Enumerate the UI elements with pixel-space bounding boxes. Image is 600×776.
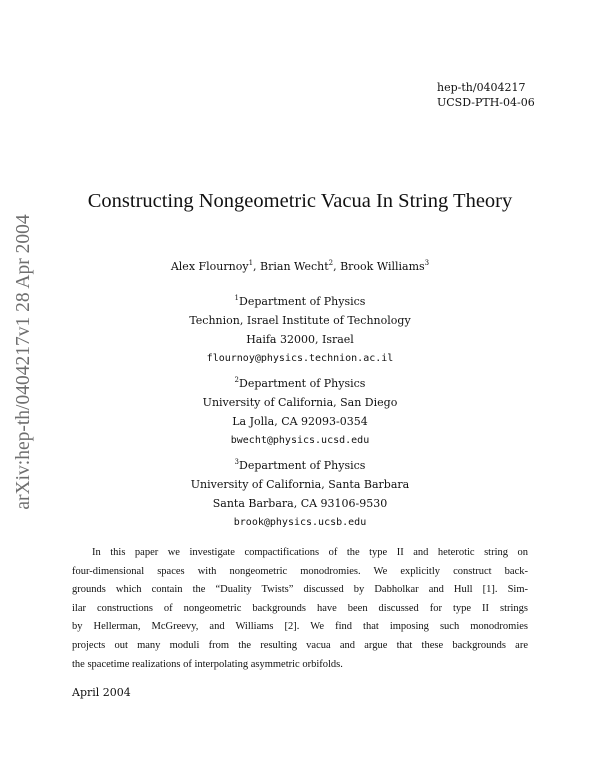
author-affiliation-mark: 1 xyxy=(248,259,254,267)
author-list xyxy=(0,259,600,273)
affiliation-institution: University of California, San Diego xyxy=(202,396,398,409)
abstract xyxy=(72,544,528,674)
publication-date: April 2004 xyxy=(72,686,131,699)
author-name: Brook Williams xyxy=(340,260,425,273)
affiliation-mark: 3 xyxy=(234,458,240,466)
report-numbers xyxy=(437,80,535,110)
affiliation-email: bwecht@physics.ucsd.edu xyxy=(230,435,370,446)
abstract-line: In this paper we investigate compactifications of the type II and heterotic string on xyxy=(92,547,528,558)
affiliation-mark: 1 xyxy=(234,294,240,302)
abstract-line: the spacetime realizations of interpolating asymmetric orbifolds. xyxy=(72,658,343,670)
affiliation-2 xyxy=(0,371,600,450)
author-affiliation-mark: 2 xyxy=(328,259,334,267)
affiliation-address: La Jolla, CA 92093-0354 xyxy=(232,415,368,428)
affiliation-3 xyxy=(0,453,600,532)
affiliation-dept: $^3$Department of Physics xyxy=(234,458,366,472)
affiliation-institution: Technion, Israel Institute of Technology xyxy=(189,314,411,327)
report-number-ucsd: UCSD-PTH-04-06 xyxy=(437,96,535,109)
author-name: Alex Flournoy xyxy=(170,260,249,273)
affiliation-1 xyxy=(0,289,600,368)
abstract-line: grounds which contain the “Duality Twists” discussed by Dabholkar and Hull [1]. Sim- xyxy=(72,584,528,596)
author-separator: , xyxy=(333,260,341,273)
arxiv-sidebar-stamp: arXiv:hep-th/0404217v1 28 Apr 2004 xyxy=(13,214,34,510)
affiliation-dept: $^2$Department of Physics xyxy=(234,376,366,390)
abstract-line: by Hellerman, McGreevy, and Williams [2]. We find that imposing such monodromies xyxy=(72,621,528,633)
affiliation-institution: University of California, Santa Barbara xyxy=(190,478,410,491)
affiliation-address: Santa Barbara, CA 93106-9530 xyxy=(212,497,388,510)
abstract-line: projects out many moduli from the resulting vacua and argue that these backgrounds are xyxy=(72,639,528,651)
affiliation-dept: $^1$Department of Physics xyxy=(234,294,366,308)
abstract-line: ilar constructions of nongeometric backgrounds have been discussed for type II strings xyxy=(72,602,528,614)
report-number-hep-th: hep-th/0404217 xyxy=(437,81,526,94)
affiliation-email: flournoy@physics.technion.ac.il xyxy=(206,353,394,364)
abstract-line: four-dimensional spaces with nongeometric monodromies. We explicitly construct back- xyxy=(72,565,528,577)
author-affiliation-mark: 3 xyxy=(424,259,430,267)
author-separator: , xyxy=(253,260,261,273)
affiliation-email: brook@physics.ucsb.edu xyxy=(233,517,367,528)
paper-title: Constructing Nongeometric Vacua In String Theory xyxy=(87,190,513,212)
affiliation-address: Haifa 32000, Israel xyxy=(246,333,354,346)
author-name: Brian Wecht xyxy=(260,260,329,273)
affiliation-mark: 2 xyxy=(234,376,240,384)
